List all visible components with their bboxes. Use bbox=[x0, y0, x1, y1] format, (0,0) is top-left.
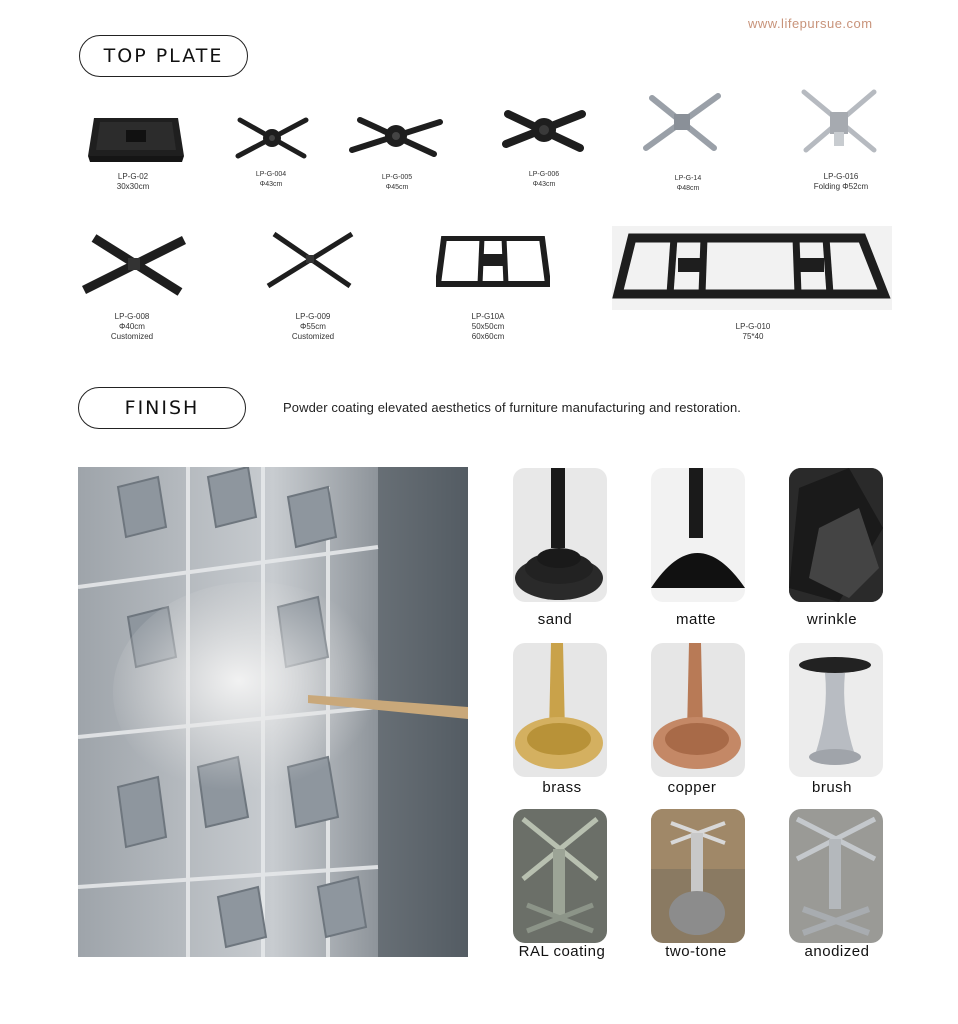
swatch-copper-image bbox=[651, 643, 745, 777]
cross-plate-image bbox=[232, 112, 312, 164]
caption-lp-g-006: LP-G-006 Φ43cm bbox=[528, 171, 560, 188]
swatch-ral-coating-label: RAL coating bbox=[518, 943, 606, 960]
caption-lp-g-010: LP-G-010 75*40 bbox=[735, 322, 771, 341]
swatch-wrinkle-image bbox=[789, 468, 883, 602]
frame-plate-image bbox=[612, 226, 892, 310]
cross-plate-image bbox=[498, 106, 590, 156]
cross-plate-image bbox=[346, 110, 446, 160]
swatch-brush-image bbox=[789, 643, 883, 777]
folding-plate-image bbox=[800, 88, 878, 156]
product-lp-g-016 bbox=[800, 88, 878, 156]
caption-lp-g-008: LP-G-008 Φ40cm Customized bbox=[110, 312, 154, 341]
swatch-brass-image bbox=[513, 643, 607, 777]
swatch-copper-label: copper bbox=[667, 779, 717, 796]
bar-cross-image bbox=[264, 230, 356, 290]
swatch-anodized-image bbox=[789, 809, 883, 943]
powder-coating-photo bbox=[78, 467, 468, 957]
caption-lp-g-005: LP-G-005 Φ45cm bbox=[381, 174, 413, 191]
swatch-matte-label: matte bbox=[675, 611, 716, 628]
square-plate-image bbox=[86, 108, 186, 168]
product-lp-g10a bbox=[436, 236, 550, 290]
finish-heading: FINISH bbox=[78, 387, 246, 429]
site-url[interactable]: www.lifepursue.com bbox=[748, 16, 873, 31]
swatch-anodized-label: anodized bbox=[804, 943, 870, 960]
frame-plate-image bbox=[436, 236, 550, 290]
swatch-sand-image bbox=[513, 468, 607, 602]
bar-cross-image bbox=[80, 234, 188, 296]
product-lp-g-009 bbox=[264, 230, 356, 290]
swatch-brush-label: brush bbox=[811, 779, 853, 796]
caption-lp-g-02: LP-G-02 30x30cm bbox=[116, 172, 150, 191]
swatch-matte-image bbox=[651, 468, 745, 602]
product-lp-g-010 bbox=[612, 226, 892, 310]
caption-lp-g-016: LP-G-016 Folding Φ52cm bbox=[813, 172, 869, 191]
cross-plate-image bbox=[642, 92, 722, 152]
top-plate-heading: TOP PLATE bbox=[79, 35, 248, 77]
product-lp-g-02 bbox=[86, 108, 186, 168]
product-lp-g-004 bbox=[232, 112, 312, 164]
swatch-wrinkle-label: wrinkle bbox=[806, 611, 858, 628]
product-lp-g-008 bbox=[80, 234, 188, 296]
swatch-two-tone-image bbox=[651, 809, 745, 943]
product-lp-g-14 bbox=[642, 92, 722, 152]
caption-lp-g-004: LP-G-004 Φ43cm bbox=[255, 171, 287, 188]
swatch-sand-label: sand bbox=[537, 611, 573, 628]
product-lp-g-006 bbox=[498, 106, 590, 156]
swatch-two-tone-label: two-tone bbox=[665, 943, 727, 960]
caption-lp-g-009: LP-G-009 Φ55cm Customized bbox=[291, 312, 335, 341]
swatch-ral-coating-image bbox=[513, 809, 607, 943]
caption-lp-g-14: LP-G-14 Φ48cm bbox=[674, 175, 702, 192]
finish-description: Powder coating elevated aesthetics of furniture manufacturing and restoration. bbox=[283, 400, 742, 415]
caption-lp-g10a: LP-G10A 50x50cm 60x60cm bbox=[471, 312, 505, 341]
swatch-brass-label: brass bbox=[542, 779, 582, 796]
product-lp-g-005 bbox=[346, 110, 446, 160]
